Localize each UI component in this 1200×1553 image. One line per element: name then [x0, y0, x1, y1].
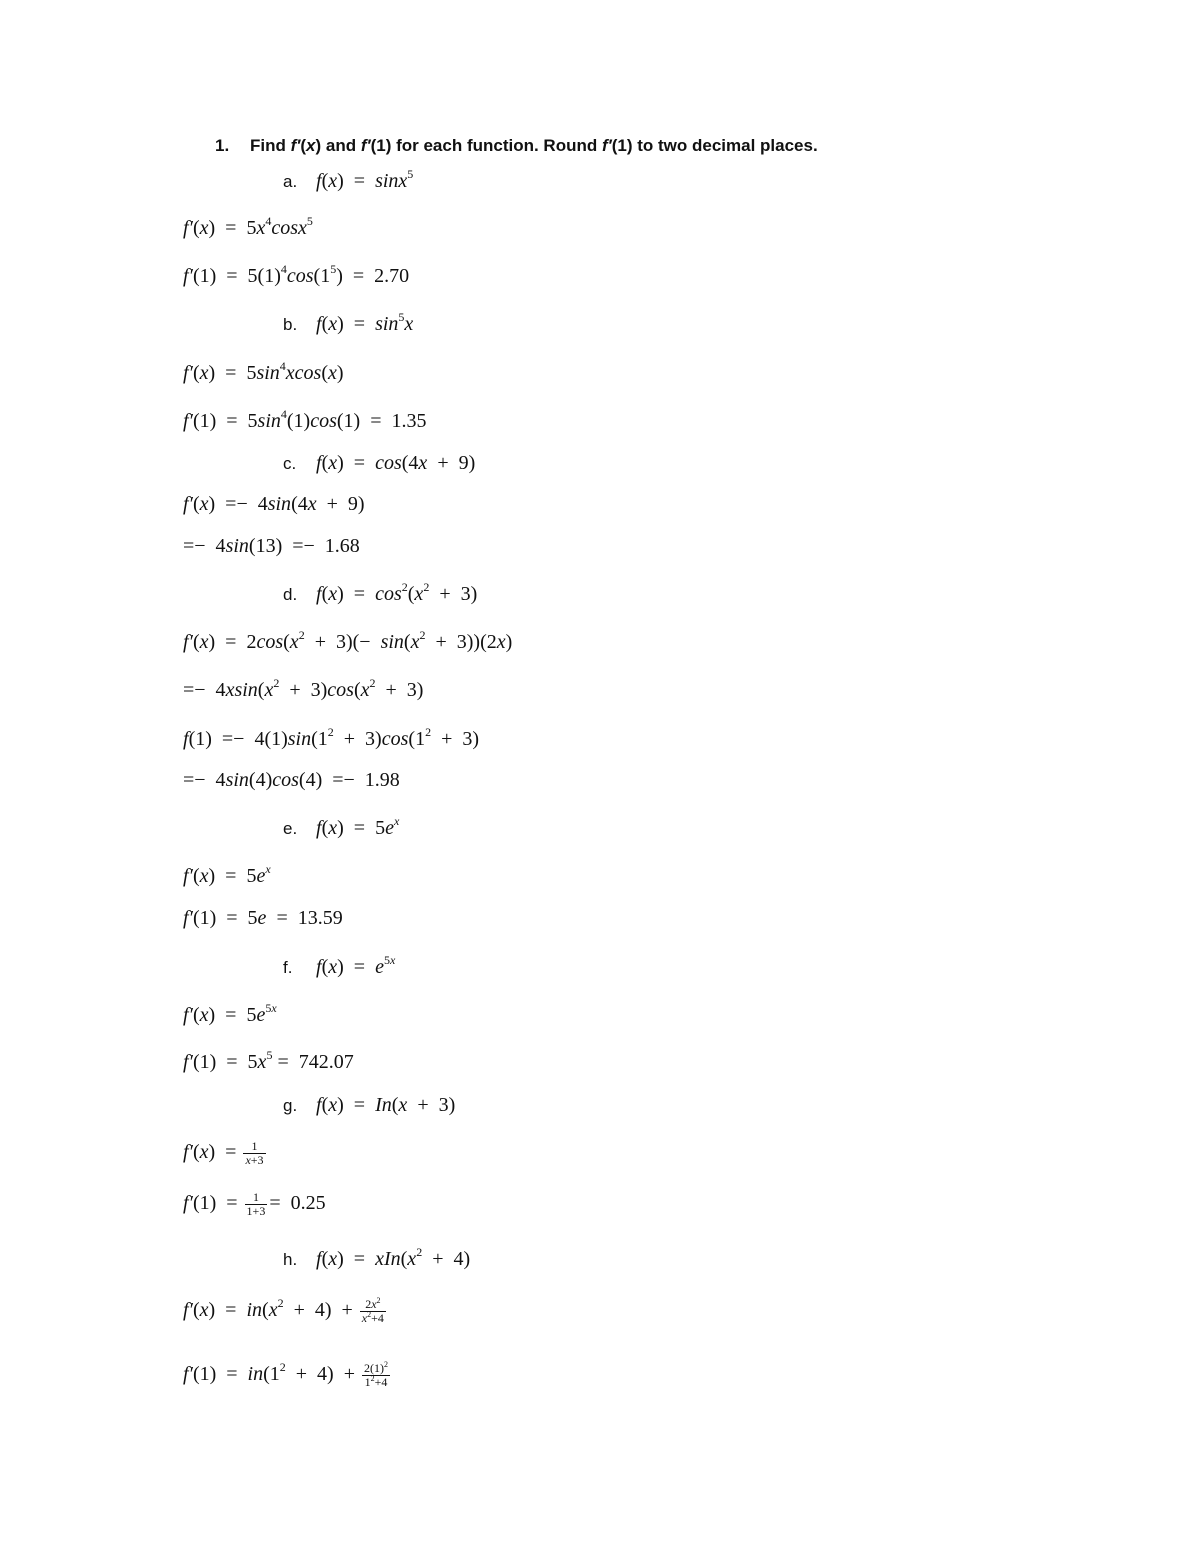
part-b-derivative: $f'(x) = 5\sin^4xcos(x)$ [183, 359, 344, 384]
part-c-label: c. [283, 454, 297, 473]
part-c-derivative: f′(x) =− 4sin(4x + 9) [183, 493, 365, 515]
part-d-label: d. [283, 585, 298, 604]
part-f-label: f. [283, 958, 293, 977]
fraction: $\frac{1}{1+3}$ [246, 1190, 266, 1218]
part-g-function: g. f(x) = In(x + 3) [283, 1094, 456, 1116]
part-a-value: $f'(1) = 5(1)^4\cos(1^5) = 2.70$ [183, 262, 410, 287]
part-h-function: h. $f(x) = xIn(x^2 + 4)$ [283, 1245, 471, 1270]
part-c-value: =− 4sin(13) =− 1.68 [183, 535, 360, 557]
part-e-derivative: $f'(x) = 5e^x$ [183, 862, 271, 887]
part-b-function: b. $f(x) = \sin^5x$ [283, 310, 414, 335]
fraction: $\frac{2x^2}{x^2+4}$ [361, 1296, 384, 1325]
part-a-derivative: $f'(x) = 5x^4\cos x^5$ [183, 214, 313, 239]
part-d-function: d. $f(x) = \cos^2(x^2 + 3)$ [283, 580, 478, 605]
part-e-value: f′(1) = 5e = 13.59 [183, 907, 343, 929]
part-a-function: a. f(x) = sinx$^5$ [283, 167, 414, 192]
part-e-label: e. [283, 819, 298, 838]
part-a-label: a. [283, 172, 298, 191]
part-g-value: f′(1) = $\frac{1}{1+3}$ = 0.25 [183, 1190, 326, 1218]
part-b-value: $f'(1) = 5\sin^4(1)\cos(1) = 1.35$ [183, 407, 427, 432]
part-d-value: =− 4sin(4)cos(4) =− 1.98 [183, 769, 400, 791]
part-c-function: c. f(x) = cos(4x + 9) [283, 452, 476, 474]
part-g-derivative: f′(x) = $\frac{1}{x+3}$ [183, 1139, 264, 1167]
part-f-value: $f'(1) = 5x^5 = 742.07$ [183, 1048, 354, 1073]
question-number: 1. [215, 136, 230, 155]
part-b-label: b. [283, 315, 298, 334]
part-d-simplified: =− $4xsin(x^2 + 3)\cos(x^2 + 3)$ [183, 676, 424, 701]
fraction: $\frac{1}{x+3}$ [245, 1139, 264, 1167]
question-heading: 1. Find f′(x) and f′(1) for each function. Round f′(1) to two decimal places. [215, 134, 818, 158]
part-h-derivative: $f'(x) = in(x^2 + 4)$ + $\frac{2x^2}{x^2+4}$ [183, 1296, 384, 1325]
part-d-substitution: $f(1) =- 4(1)\sin(1^2 + 3)\cos(1^2 + 3)$ [183, 725, 480, 750]
fraction: $\frac{2(1)^2}{1^2+4}$ [364, 1360, 388, 1389]
part-d-derivative: $f'(x) = 2\cos(x^2 + 3)(- \sin(x^2 + 3))(2x)$ [183, 628, 513, 653]
part-f-function: f. $f(x) = e^{5x}$ [283, 953, 396, 978]
part-h-label: h. [283, 1250, 298, 1269]
part-f-derivative: $f'(x) = 5e^{5x}$ [183, 1001, 277, 1026]
part-h-value: $f'(1) = in(1^2 + 4)$ + $\frac{2(1)^2}{1^2+4}$ [183, 1360, 388, 1389]
part-g-label: g. [283, 1096, 298, 1115]
part-e-function: e. $f(x) = 5e^x$ [283, 814, 400, 839]
